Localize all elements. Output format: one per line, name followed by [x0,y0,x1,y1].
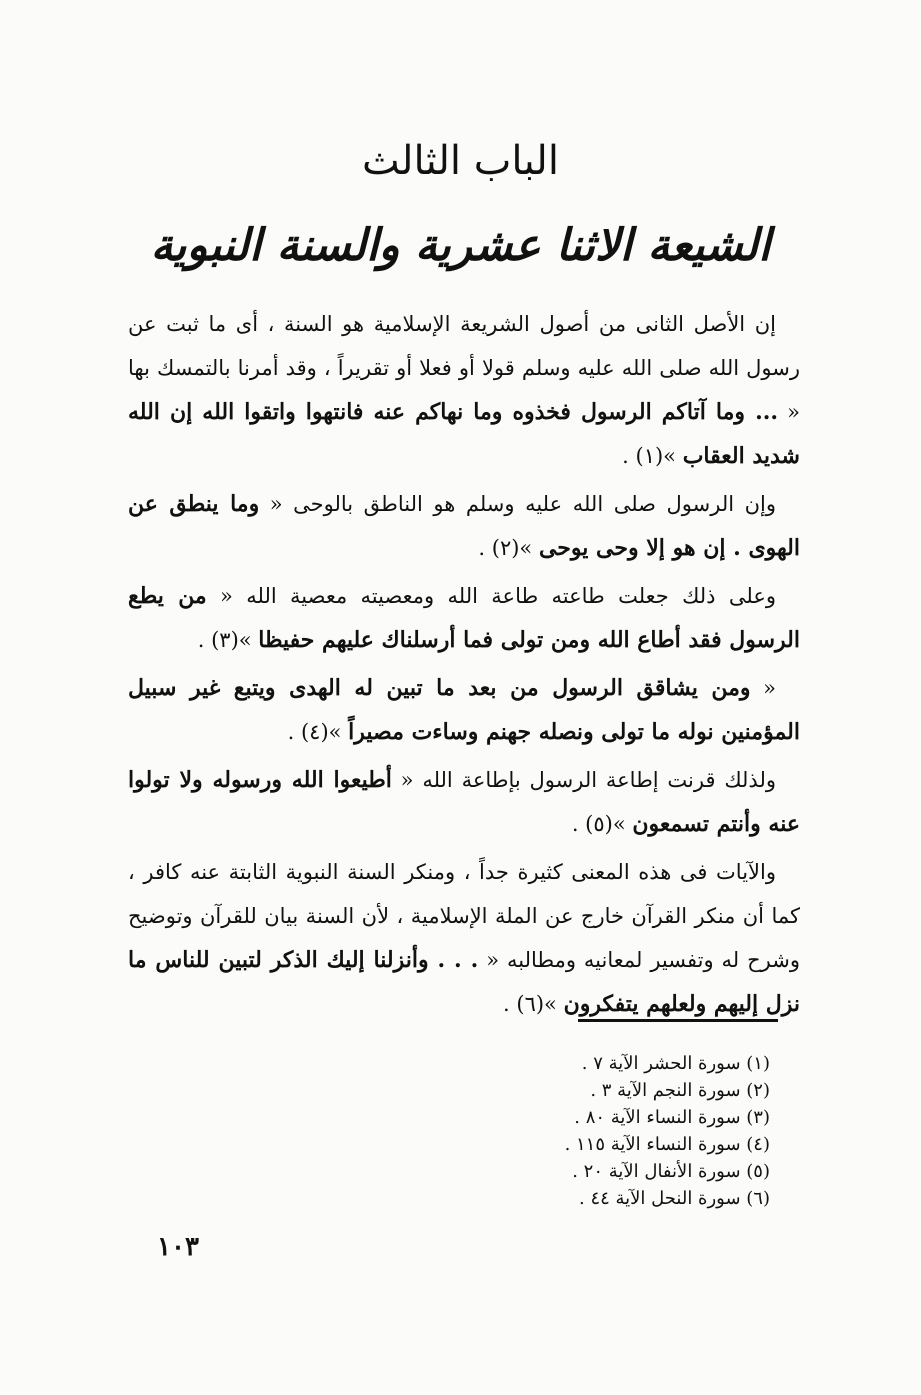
footnote: (٤) سورة النساء الآية ١١٥ . [564,1134,770,1155]
quran-quote: من يطع الرسول فقد أطاع الله ومن تولى فما أرسلناك عليهم حفيظا [128,583,800,653]
paragraph-text: وعلى ذلك جعلت طاعته طاعة الله ومعصيته معصية الله « [206,584,776,608]
footnote: (١) سورة الحشر الآية ٧ . [581,1053,770,1074]
paragraph-text: « [750,676,776,700]
footnote-ref: »(٦) . [503,992,564,1016]
footnote: (٦) سورة النحل الآية ٤٤ . [578,1188,770,1209]
quran-quote: ومن يشاقق الرسول من بعد ما تبين له الهدى ويتبع غير سبيل المؤمنين نوله ما تولى ونصله جهنم وساءت مصيراً [128,675,800,745]
paragraph-text: والآيات فى هذه المعنى كثيرة جداً ، ومنكر السنة النبوية الثابتة عنه كافر ، كما أن منكر القرآن خارج عن الملة الإسلامية ، لأن السنة بيان للقرآن وتوضيح وشرح له وتفسير لمعانيه ومطالبه « [128,860,800,972]
paragraph-text: ولذلك قرنت إطاعة الرسول بإطاعة الله « [391,768,776,792]
quran-quote: ... وما آتاكم الرسول فخذوه وما نهاكم عنه فانتهوا واتقوا الله إن الله شديد العقاب [128,399,800,469]
page-number: ١٠٣ [157,1232,199,1262]
footnote-ref: »(٤) . [287,720,349,744]
quran-quote: أطيعوا الله ورسوله ولا تولوا عنه وأنتم تسمعون [128,767,800,837]
chapter-title: الباب الثالث [362,138,559,184]
footnote: (٢) سورة النجم الآية ٣ . [590,1080,770,1101]
quran-quote: . . . وأنزلنا إليك الذكر لتبين للناس ما نزل إليهم ولعلهم يتفكرون [128,947,800,1017]
footnotes [470,1050,770,1212]
footnote-ref: »(١) . [622,444,683,468]
footnote: (٣) سورة النساء الآية ٨٠ . [574,1107,770,1128]
paragraph [128,666,800,754]
footnote-divider [578,1019,778,1022]
paragraph [128,574,800,662]
footnote-ref: »(٢) . [478,536,539,560]
paragraph [128,850,800,1026]
chapter-subtitle: الشيعة الاثنا عشرية والسنة النبوية [150,220,771,271]
footnote-ref: »(٣) . [197,628,259,652]
paragraph-text: وإن الرسول صلى الله عليه وسلم هو الناطق بالوحى « [259,492,776,516]
paragraph [128,482,800,570]
footnote-ref: »(٥) . [571,812,633,836]
paragraph [128,758,800,846]
footnote: (٥) سورة الأنفال الآية ٢٠ . [572,1161,770,1182]
quran-quote: وما ينطق عن الهوى . إن هو إلا وحى يوحى [128,491,800,561]
body-text [128,302,800,1030]
paragraph-text: إن الأصل الثانى من أصول الشريعة الإسلامية هو السنة ، أى ما ثبت عن رسول الله صلى الله عليه وسلم قولا أو فعلا أو تقريراً ، وقد أمرنا بالتمسك بها « [128,312,800,424]
paragraph [128,302,800,478]
